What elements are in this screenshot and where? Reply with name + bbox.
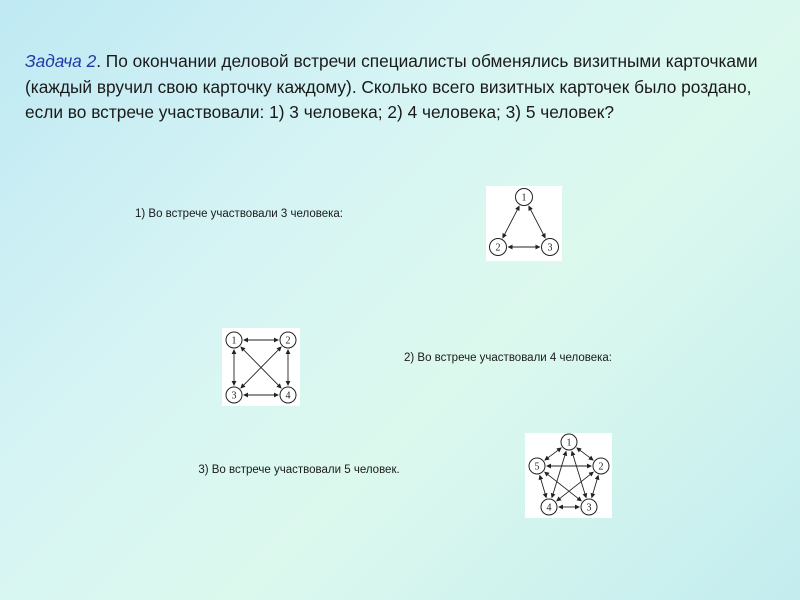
node-label: 3 bbox=[586, 502, 592, 514]
node-3 bbox=[226, 387, 242, 403]
node-5 bbox=[529, 458, 545, 474]
edge-2-4 bbox=[556, 472, 594, 502]
arrowhead bbox=[558, 505, 563, 510]
edge-4-5 bbox=[539, 475, 548, 499]
arrowhead bbox=[232, 349, 237, 354]
node-3 bbox=[581, 499, 597, 515]
arrowhead bbox=[243, 338, 248, 343]
arrowhead bbox=[556, 447, 561, 452]
node-2 bbox=[490, 239, 507, 256]
node-label: 2 bbox=[598, 461, 604, 473]
edge-1-2 bbox=[502, 205, 519, 238]
arrowhead bbox=[575, 505, 580, 510]
task-label: Задача 2 bbox=[25, 51, 97, 71]
graph-three-people bbox=[486, 186, 562, 261]
node-1 bbox=[516, 189, 533, 206]
graph-four-svg bbox=[222, 328, 300, 406]
arrowhead bbox=[543, 493, 548, 498]
edge-3-4 bbox=[243, 393, 279, 398]
node-label: 4 bbox=[546, 502, 552, 514]
graph-four-people bbox=[222, 328, 300, 406]
edge-1-2 bbox=[243, 338, 279, 343]
arrowhead bbox=[286, 381, 291, 386]
edge-1-3 bbox=[528, 205, 545, 238]
arrowhead bbox=[274, 338, 279, 343]
arrowhead bbox=[588, 456, 593, 461]
caption-three-people: 1) Во встрече участвовали 3 человека: bbox=[135, 208, 343, 220]
graph-five-svg bbox=[525, 433, 612, 518]
caption-four-people: 2) Во встрече участвовали 4 человека: bbox=[404, 352, 612, 364]
edge-3-4 bbox=[558, 505, 580, 510]
arrowhead bbox=[544, 456, 549, 461]
node-3 bbox=[542, 239, 559, 256]
node-label: 1 bbox=[231, 335, 237, 347]
node-2 bbox=[280, 332, 296, 348]
arrowhead bbox=[274, 393, 279, 398]
node-label: 3 bbox=[547, 242, 553, 254]
edge-2-5 bbox=[546, 464, 592, 469]
node-4 bbox=[541, 499, 557, 515]
arrowhead bbox=[536, 245, 541, 250]
node-label: 5 bbox=[534, 461, 540, 473]
arrowhead bbox=[243, 393, 248, 398]
caption-five-people: 3) Во встрече участвовали 5 человек. bbox=[198, 464, 400, 476]
node-label: 1 bbox=[566, 437, 572, 449]
edge-1-3 bbox=[232, 349, 237, 386]
node-4 bbox=[280, 387, 296, 403]
graph-three-svg bbox=[486, 186, 562, 261]
arrowhead bbox=[286, 349, 291, 354]
node-label: 2 bbox=[495, 242, 501, 254]
arrowhead bbox=[576, 447, 581, 452]
arrowhead bbox=[508, 245, 513, 250]
node-label: 2 bbox=[285, 335, 291, 347]
arrowhead bbox=[595, 475, 600, 480]
arrowhead bbox=[546, 464, 551, 469]
node-label: 1 bbox=[521, 192, 527, 204]
node-label: 3 bbox=[231, 390, 237, 402]
node-2 bbox=[593, 458, 609, 474]
arrowhead bbox=[571, 451, 576, 456]
edge-3-5 bbox=[544, 472, 582, 502]
edge-1-4 bbox=[551, 451, 567, 499]
arrowhead bbox=[544, 472, 549, 477]
graph-five-people bbox=[525, 433, 612, 518]
edge-1-3 bbox=[571, 451, 587, 499]
node-1 bbox=[226, 332, 242, 348]
arrowhead bbox=[577, 496, 582, 501]
edge-1-5 bbox=[544, 447, 562, 460]
edge-1-2 bbox=[576, 447, 594, 460]
node-label: 4 bbox=[285, 390, 291, 402]
edge-2-3 bbox=[508, 245, 541, 250]
arrowhead bbox=[556, 496, 561, 501]
arrowhead bbox=[551, 493, 556, 498]
task-statement bbox=[25, 49, 785, 126]
task-text: . По окончании деловой встречи специалисты обменялись визитными карточками (каждый вручил свою карточку каждому). Сколько всего визитных карточек было роздано, если во встрече участвовали: 1) 3 человека; 2) 4 человека; 3) 5 человек? bbox=[25, 51, 758, 122]
arrowhead bbox=[232, 381, 237, 386]
node-1 bbox=[561, 434, 577, 450]
arrowhead bbox=[563, 451, 568, 456]
arrowhead bbox=[583, 493, 588, 498]
edge-2-3 bbox=[591, 475, 600, 499]
arrowhead bbox=[587, 464, 592, 469]
arrowhead bbox=[591, 493, 596, 498]
arrowhead bbox=[589, 472, 594, 477]
edge-2-4 bbox=[286, 349, 291, 386]
arrowhead bbox=[539, 475, 544, 480]
